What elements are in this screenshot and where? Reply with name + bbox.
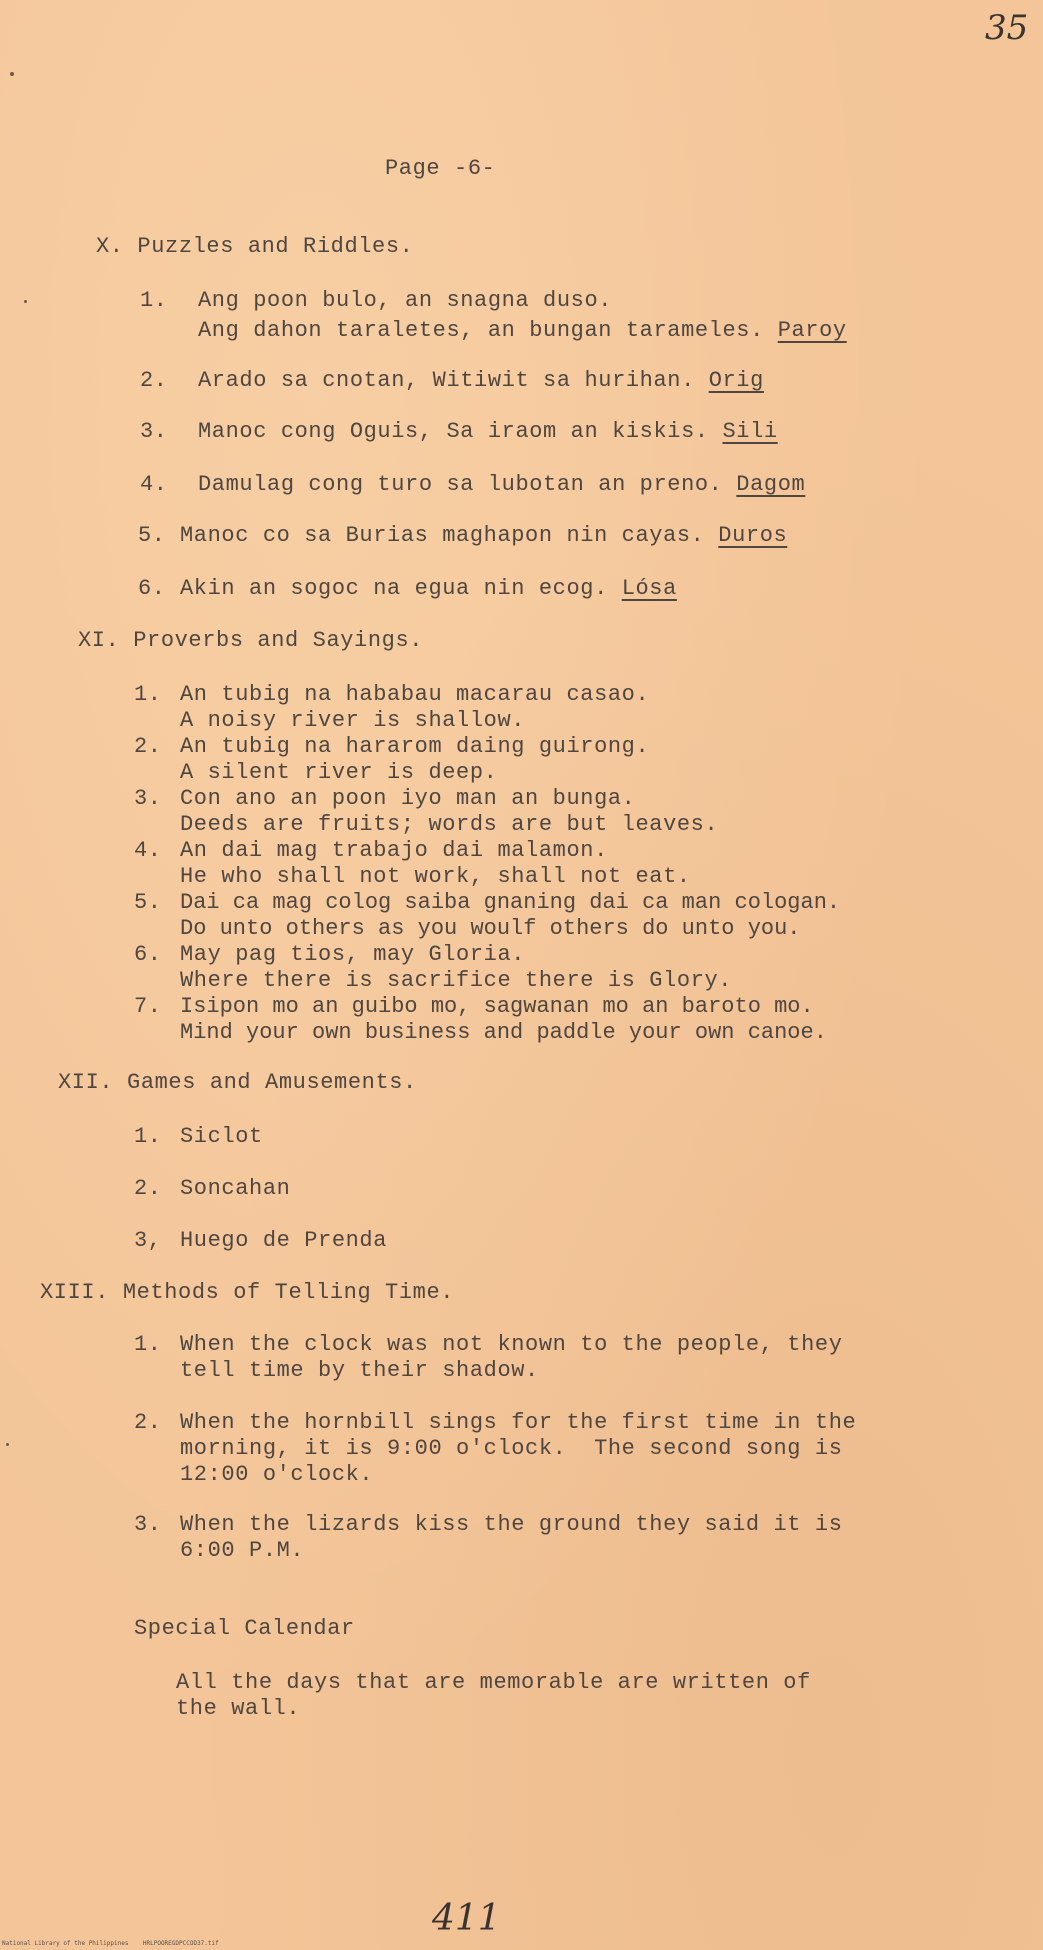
riddle-text-line1: Damulag cong turo sa lubotan an preno. [198,472,723,497]
time-method-text: When the hornbill sings for the first time in the [180,1410,857,1435]
riddle-answer: Duros [718,523,788,548]
time-method-text: When the lizards kiss the ground they said it is [180,1512,843,1537]
riddle-number: 4. [140,472,168,497]
riddle-number: 5. [138,523,166,548]
proverb-english: Do unto others as you woulf others do unto you. [180,916,801,941]
riddle-answer: Paroy [777,318,847,343]
archive-footer: National Library of the Philippines HRLPOOREGDPCCOD37.tif [2,1940,219,1947]
game-number: 2. [134,1176,162,1201]
proverb-native: An tubig na hababau macarau casao. [180,682,650,707]
speck [6,1443,9,1446]
proverb-native: Con ano an poon iyo man an bunga. [180,786,636,811]
page-header: Page -6- [385,156,496,181]
riddle-text [180,576,677,602]
handwritten-page-mark: 35 [985,8,1029,48]
time-method-text: morning, it is 9:00 o'clock. The second song is [180,1436,843,1461]
proverb-english: He who shall not work, shall not eat. [180,864,691,889]
game-name: Soncahan [180,1176,291,1201]
game-number: 1. [134,1124,162,1149]
time-method-text: 12:00 o'clock. [180,1462,374,1487]
riddle-number: 6. [138,576,166,601]
speck [24,300,27,303]
time-method-number: 3. [134,1512,162,1537]
section-title-puzzles: X. Puzzles and Riddles. [96,234,414,259]
proverb-number: 2. [134,734,162,759]
handwritten-folio-number: 411 [432,1898,501,1939]
proverb-english: A silent river is deep. [180,760,498,785]
riddle-text-line1: Arado sa cnotan, Witiwit sa hurihan. [198,368,695,393]
time-method-number: 1. [134,1332,162,1357]
proverb-english: Deeds are fruits; words are but leaves. [180,812,719,837]
riddle-answer: Orig [708,368,764,393]
proverb-english: Where there is sacrifice there is Glory. [180,968,733,993]
riddle-answer: Dagom [736,472,806,497]
speck [10,72,14,76]
game-name: Huego de Prenda [180,1228,388,1253]
time-method-text: When the clock was not known to the people, they [180,1332,843,1357]
proverb-number: 4. [134,838,162,863]
riddle-number: 2. [140,368,168,393]
proverb-native: Isipon mo an guibo mo, sagwanan mo an baroto mo. [180,994,814,1019]
time-method-text: 6:00 P.M. [180,1538,305,1563]
riddle-number: 3. [140,419,168,444]
riddle-text [198,419,778,445]
proverb-native: An dai mag trabajo dai malamon. [180,838,608,863]
calendar-text: the wall. [176,1696,301,1721]
riddle-text-line1: Manoc cong Oguis, Sa iraom an kiskis. [198,419,709,444]
proverb-english: A noisy river is shallow. [180,708,526,733]
proverb-number: 3. [134,786,162,811]
proverb-number: 5. [134,890,162,915]
riddle-text-line2: Ang dahon taraletes, an bungan tarameles. [198,318,764,343]
game-number: 3, [134,1228,162,1253]
proverb-native: May pag tios, may Gloria. [180,942,526,967]
section-title-time: XIII. Methods of Telling Time. [40,1280,455,1305]
calendar-text: All the days that are memorable are written of [176,1670,811,1695]
calendar-title: Special Calendar [134,1616,355,1641]
riddle-text [198,318,847,344]
proverb-number: 7. [134,994,162,1019]
riddle-number: 1. [140,288,168,313]
section-title-proverbs: XI. Proverbs and Sayings. [78,628,424,653]
proverb-english: Mind your own business and paddle your own canoe. [180,1020,827,1045]
time-method-number: 2. [134,1410,162,1435]
riddle-text-line1: Manoc co sa Burias maghapon nin cayas. [180,523,705,548]
riddle-answer: Sili [722,419,778,444]
proverb-native: An tubig na hararom daing guirong. [180,734,650,759]
riddle-text: Ang poon bulo, an snagna duso. [198,288,613,313]
riddle-answer: Lósa [621,576,677,601]
time-method-text: tell time by their shadow. [180,1358,539,1383]
proverb-number: 1. [134,682,162,707]
riddle-text-line1: Akin an sogoc na egua nin ecog. [180,576,608,601]
game-name: Siclot [180,1124,263,1149]
riddle-text [198,368,764,394]
riddle-text [180,523,787,549]
riddle-text [198,472,805,498]
proverb-number: 6. [134,942,162,967]
section-title-games: XII. Games and Amusements. [58,1070,417,1095]
proverb-native: Dai ca mag colog saiba gnaning dai ca man cologan. [180,890,841,915]
